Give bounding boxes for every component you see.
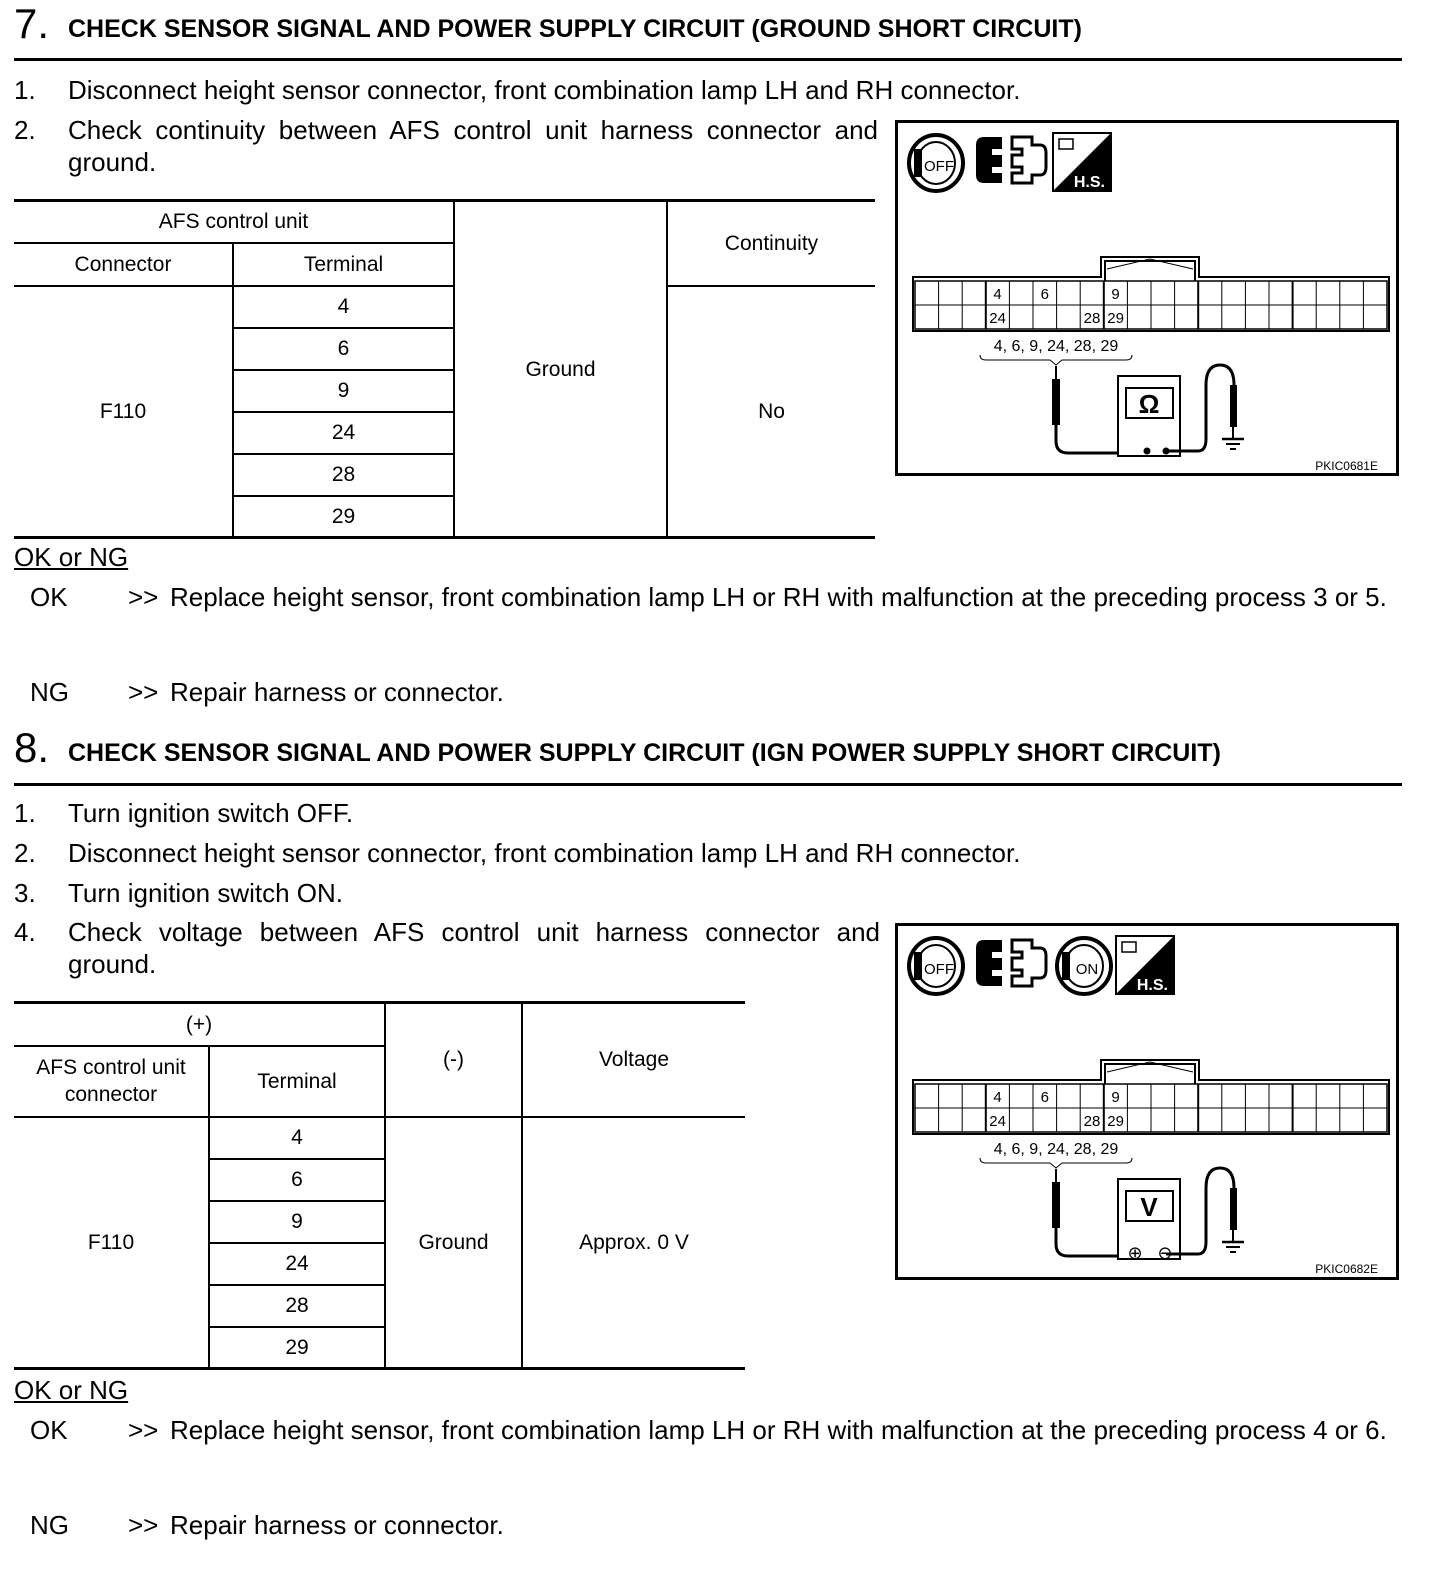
step-number: 1. [14, 798, 36, 828]
ohmmeter-diagram [895, 120, 1399, 476]
step-number: 1. [14, 75, 36, 105]
connector-lock-tab [1105, 261, 1195, 281]
voltmeter-diagram [895, 923, 1399, 1280]
ok-label: OK [30, 582, 68, 612]
header-minus: (-) [385, 1003, 522, 1117]
voltage-table [14, 1001, 745, 1370]
key-position-label: OFF [924, 961, 954, 978]
header-afs-control-unit: AFS control unit [14, 201, 454, 243]
terminal-list-label: 4, 6, 9, 24, 28, 29 [993, 338, 1119, 355]
voltage-cell: Approx. 0 V [522, 1117, 745, 1369]
pin-number: 4 [993, 1089, 1002, 1106]
ng-arrow: >> [128, 677, 159, 707]
disconnected-connector-female-icon [1012, 940, 1046, 986]
step-text: Check continuity between AFS control unit harness connector and ground. [68, 115, 878, 177]
section-divider [14, 58, 1402, 61]
pin-number: 28 [1083, 1113, 1101, 1130]
pin-number: 29 [1107, 310, 1124, 327]
terminal-cell: 6 [209, 1159, 385, 1201]
step-text: Turn ignition switch ON. [68, 878, 344, 908]
ng-label: NG [30, 677, 69, 707]
section-7-title: CHECK SENSOR SIGNAL AND POWER SUPPLY CIRCUIT (GROUND SHORT CIRCUIT) [68, 15, 1082, 43]
continuity-table [14, 199, 875, 539]
connector-cell: F110 [14, 1117, 209, 1369]
terminal-cell: 6 [233, 328, 454, 370]
pin-number: 29 [1107, 1113, 1124, 1130]
ng-text: Repair harness or connector. [170, 1510, 504, 1540]
voltmeter-symbol: V [1140, 1192, 1158, 1222]
diagram-svg [898, 926, 1402, 1283]
ok-or-ng-heading: OK or NG [14, 1375, 129, 1405]
header-continuity: Continuity [667, 201, 875, 286]
section-8-number: 8. [14, 724, 50, 771]
step-number: 2. [14, 838, 36, 868]
ground-cell: Ground [385, 1117, 522, 1369]
pin-number: 24 [989, 310, 1006, 327]
pin-number: 24 [989, 1113, 1006, 1130]
terminal-list-label: 4, 6, 9, 24, 28, 29 [993, 1141, 1119, 1158]
terminal-cell: 28 [233, 454, 454, 496]
terminal-brace [980, 355, 1132, 365]
ohm-symbol: Ω [1138, 389, 1160, 419]
pin-number: 9 [1111, 286, 1120, 303]
negative-probe [1230, 1188, 1237, 1230]
header-terminal: Terminal [209, 1046, 385, 1117]
key-grip [914, 149, 922, 177]
terminal-cell: 24 [209, 1243, 385, 1285]
terminal-cell: 9 [209, 1201, 385, 1243]
minus-terminal-symbol: ⊖ [1157, 1243, 1173, 1264]
step-text: Disconnect height sensor connector, front combination lamp LH and RH connector. [68, 838, 1021, 868]
key-position-label: OFF [924, 158, 954, 175]
terminal-brace [980, 1158, 1132, 1168]
terminal-cell: 29 [233, 496, 454, 538]
header-terminal: Terminal [233, 243, 454, 286]
continuity-cell: No [667, 286, 875, 538]
step-text: Turn ignition switch OFF. [68, 798, 354, 828]
disconnected-connector-male-icon [976, 137, 1002, 183]
step-number: 3. [14, 878, 36, 908]
section-8-title: CHECK SENSOR SIGNAL AND POWER SUPPLY CIRCUIT (IGN POWER SUPPLY SHORT CIRCUIT) [68, 739, 1221, 767]
negative-probe [1230, 385, 1237, 427]
ok-text: Replace height sensor, front combination lamp LH or RH with malfunction at the preceding process 4 or 6. [170, 1415, 1387, 1445]
terminal-cell: 9 [233, 370, 454, 412]
key-position-label: ON [1075, 961, 1099, 978]
ok-text: Replace height sensor, front combination lamp LH or RH with malfunction at the preceding process 3 or 5. [170, 582, 1387, 612]
terminal-cell: 29 [209, 1327, 385, 1369]
pin-number: 4 [993, 286, 1002, 303]
ng-label: NG [30, 1510, 69, 1540]
step-number: 4. [14, 917, 36, 947]
harness-side-label: H.S. [1136, 977, 1168, 994]
positive-probe [1052, 379, 1060, 425]
pin-number: 9 [1111, 1089, 1120, 1106]
figure-code: PKIC0682E [1315, 1262, 1378, 1276]
section-divider [14, 783, 1402, 786]
terminal-cell: 4 [233, 286, 454, 328]
meter-terminal [1144, 448, 1151, 455]
key-grip [914, 952, 922, 980]
step-text: Check voltage between AFS control unit harness connector and ground. [68, 917, 880, 979]
pin-number: 6 [1040, 1089, 1049, 1106]
ground-cell: Ground [454, 201, 667, 538]
header-connector: AFS control unit connector [14, 1046, 209, 1117]
header-connector: Connector [14, 243, 233, 286]
key-grip [1062, 952, 1070, 980]
ok-or-ng-heading: OK or NG [14, 542, 129, 572]
terminal-cell: 28 [209, 1285, 385, 1327]
diagram-svg [898, 123, 1402, 479]
disconnected-connector-male-icon [976, 940, 1002, 986]
connector-lock-tab [1105, 1064, 1195, 1084]
plus-terminal-symbol: ⊕ [1127, 1243, 1143, 1264]
pin-number: 6 [1040, 286, 1049, 303]
harness-side-label: H.S. [1073, 174, 1105, 191]
positive-probe [1052, 1182, 1060, 1228]
ok-label: OK [30, 1415, 68, 1445]
section-7-number: 7. [14, 0, 50, 47]
connector-cell: F110 [14, 286, 233, 538]
terminal-cell: 4 [209, 1117, 385, 1159]
terminal-cell: 24 [233, 412, 454, 454]
ng-arrow: >> [128, 1510, 159, 1540]
header-voltage: Voltage [522, 1003, 745, 1117]
pin-number: 28 [1083, 310, 1101, 327]
ng-text: Repair harness or connector. [170, 677, 504, 707]
step-number: 2. [14, 115, 36, 145]
header-plus: (+) [14, 1003, 385, 1046]
figure-code: PKIC0681E [1315, 459, 1378, 473]
ok-arrow: >> [128, 582, 159, 612]
disconnected-connector-female-icon [1012, 137, 1046, 183]
step-text: Disconnect height sensor connector, front combination lamp LH and RH connector. [68, 75, 1021, 105]
ok-arrow: >> [128, 1415, 159, 1445]
